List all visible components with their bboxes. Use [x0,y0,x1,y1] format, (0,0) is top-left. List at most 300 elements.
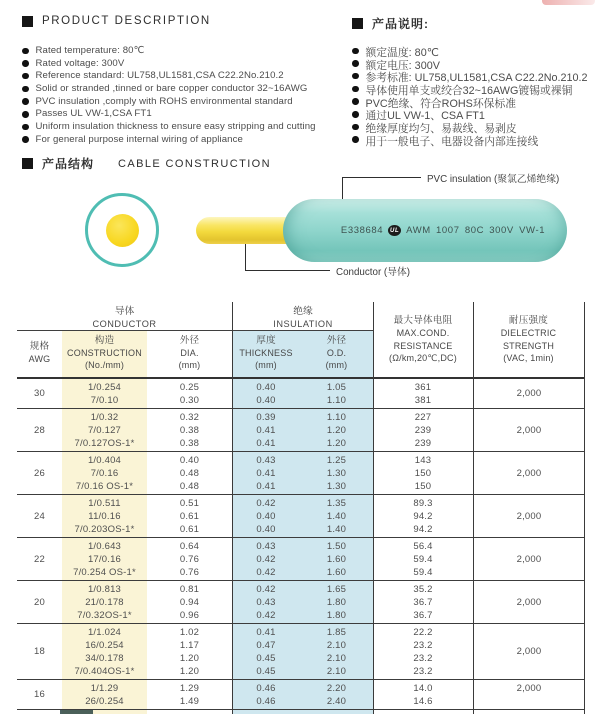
bullet-item [352,121,588,134]
bullet-text: Rated voltage: 300V [35,57,125,69]
construction-cell-value: 1/0.32 [90,411,119,423]
thickness-cell [232,497,300,536]
od-cell-value: 1.30 [326,467,347,479]
dia-cell [147,411,232,450]
construction-header-cn: 构造 [94,335,115,346]
dielectric-header-en2: STRENGTH [502,340,555,351]
dielectric-cell-value: 2,000 [516,596,542,608]
od-cell-value: 2.40 [326,695,347,707]
thickness-cell-value: 0.43 [256,540,276,552]
od-header-en: O.D. [326,348,347,358]
construction-cell-value: 1/1.024 [87,626,122,638]
product-description-list [22,45,316,147]
dia-cell-value: 0.38 [179,437,200,449]
resistance-cell-value: 89.3 [413,497,433,509]
bullet-item [352,108,588,121]
construction-cell-value: 7/0.254 OS-1* [73,566,136,578]
thickness-cell-value: 0.45 [256,665,276,677]
construction-cell-value: 1/0.643 [87,540,122,552]
product-description-cn-title: 产品说明: [372,17,429,31]
table-body [17,379,585,710]
dia-cell-value: 1.17 [179,639,200,651]
dia-cell [147,454,232,493]
thickness-header-cn: 厚度 [256,335,276,346]
resistance-header-cn: 最大导体电阻 [393,315,453,326]
awg-cell-value: 20 [34,596,45,608]
construction-cell-value: 7/0.203OS-1* [74,523,135,535]
thickness-header-en: THICKNESS [239,348,293,358]
bullet-item [352,58,588,71]
resistance-cell-value: 143 [414,454,432,466]
dia-cell-value: 1.29 [179,682,200,694]
dia-cell-value: 0.96 [179,609,200,621]
square-bullet-icon [22,16,33,27]
bullet-text: Uniform insulation thickness to ensure easy stripping and cutting [35,121,316,133]
awg-cell-value: 26 [34,467,45,479]
od-cell-value: 1.20 [326,424,347,436]
dielectric-cell [473,540,585,579]
od-cell-value: 1.30 [326,480,347,492]
od-cell-value: 2.10 [326,639,347,651]
spec-table [17,302,585,714]
awg-header-en: AWG [28,354,51,364]
cable-marking [305,225,545,236]
thickness-cell-value: 0.41 [256,424,276,436]
marking-prefix: E338684 [340,225,384,236]
circle-bullet-icon [22,73,29,80]
thickness-cell [232,540,300,579]
conductor-group-en: CONDUCTOR [92,319,157,329]
thickness-cell-value: 0.41 [256,437,276,449]
thickness-cell [232,381,300,407]
dielectric-header-unit: (VAC, 1min) [503,352,554,363]
dia-cell-value: 0.25 [179,381,200,393]
spec-row-awg-24 [17,495,585,538]
construction-cell-value: 1/0.404 [87,454,122,466]
thickness-cell-value: 0.43 [256,454,276,466]
column-header-row [17,331,585,371]
bullet-item [22,83,316,96]
leader-line [342,177,421,178]
od-cell-value: 1.65 [326,583,347,595]
od-cell-value: 1.40 [326,523,347,535]
bullet-item [22,121,316,134]
bullet-text: Rated temperature: 80℃ [35,45,145,56]
thickness-cell-value: 0.39 [256,411,276,423]
dielectric-cell [473,682,585,708]
od-cell-value: 2.20 [326,682,347,694]
awg-cell [17,497,62,536]
bullet-item [352,83,588,96]
spec-row-awg-26 [17,452,585,495]
construction-cell-value: 1/1.29 [90,682,119,694]
resistance-cell-value: 14.6 [413,695,433,707]
construction-cell-value: 7/0.127OS-1* [74,437,135,449]
resistance-cell-value: 23.2 [413,665,433,677]
insulation-group-en: INSULATION [273,319,333,329]
dia-cell-value: 0.81 [179,583,200,595]
bullet-text: 绝缘厚度均匀、易裁线、易剥皮 [365,123,517,136]
od-cell-value: 1.10 [326,411,347,423]
thickness-cell-value: 0.46 [256,682,276,694]
construction-cell-value: 1/0.511 [88,497,121,509]
product-description-cn-list [352,45,588,147]
dielectric-cell [473,454,585,493]
awg-cell [17,411,62,450]
thickness-cell-value: 0.46 [256,695,276,707]
thickness-cell-value: 0.40 [256,394,276,406]
od-cell-value: 1.10 [326,394,347,406]
construction-cell-value: 17/0.16 [87,553,122,565]
construction-title-en: CABLE CONSTRUCTION [118,157,271,170]
bullet-text: 用于一般电子、电器设备内部连接线 [365,135,539,148]
thickness-cell-value: 0.40 [256,523,276,535]
resistance-cell-value: 23.2 [413,639,433,651]
awg-cell [17,682,62,708]
bullet-item [22,134,316,147]
thickness-cell-value: 0.41 [256,626,276,638]
bullet-text: 额定电压: 300V [365,59,440,72]
circle-bullet-icon [352,111,359,118]
dielectric-cell [473,411,585,450]
dielectric-cell-value: 2,000 [516,510,542,522]
circle-bullet-icon [22,111,29,118]
resistance-header-en1: MAX.COND. [396,328,450,339]
od-cell-value: 2.10 [326,652,347,664]
bullet-item [22,70,316,83]
thickness-cell-value: 0.42 [256,609,276,621]
circle-bullet-icon [352,86,359,93]
construction-cell-value: 7/0.127 [87,424,122,436]
red-artifact [542,0,595,5]
dia-header-en: DIA. [180,348,199,358]
thickness-cell-value: 0.45 [256,652,276,664]
resistance-cell [373,454,473,493]
thickness-cell-value: 0.47 [256,639,276,651]
insulation-label: PVC insulation (聚氯乙烯绝缘) [427,174,560,185]
resistance-cell [373,381,473,407]
table-vline [473,302,474,714]
resistance-cell-value: 56.4 [413,540,433,552]
construction-cell-value: 16/0.254 [85,639,124,651]
circle-bullet-icon [352,60,359,67]
awg-cell [17,540,62,579]
construction-cell [62,583,147,622]
resistance-cell-value: 59.4 [413,566,433,578]
od-cell [300,682,373,708]
resistance-cell-value: 36.7 [413,596,433,608]
bullet-text: PVC绝缘、符合ROHS环保标准 [365,97,517,110]
resistance-cell [373,411,473,450]
resistance-cell-value: 381 [414,394,432,406]
dia-cell-value: 0.32 [179,411,200,423]
dia-cell-value: 0.61 [179,523,200,535]
construction-cell-value: 34/0.178 [85,652,124,664]
bullet-text: 导体使用单支或绞合32~16AWG镀锡或裸铜 [365,85,573,98]
circle-bullet-icon [22,124,29,131]
bullet-text: 额定温度: 80℃ [365,47,439,59]
od-cell-value: 1.50 [326,540,347,552]
product-description-cn-header [352,15,429,32]
dia-header-cn: 外径 [179,335,200,346]
dielectric-cell-value: 2,000 [516,553,542,565]
dia-cell-value: 0.30 [179,394,200,406]
construction-cell-value: 7/0.16 OS-1* [75,480,134,492]
construction-column-header [62,331,147,371]
circle-bullet-icon [22,86,29,93]
construction-cell [62,497,147,536]
dielectric-cell [473,381,585,407]
construction-cell-value: 7/0.10 [90,394,119,406]
thickness-cell-value: 0.42 [256,583,276,595]
resistance-cell-value: 150 [414,467,432,479]
od-cell [300,583,373,622]
circle-bullet-icon [352,98,359,105]
bullet-item [352,45,588,58]
construction-header-unit: (No./mm) [84,360,125,370]
thickness-cell-value: 0.40 [256,381,276,393]
od-cell-value: 1.80 [326,596,347,608]
awg-column-header [17,331,62,371]
od-cell-value: 1.35 [326,497,347,509]
bullet-item [22,96,316,109]
resistance-cell [373,583,473,622]
marking-suffix: AWM 1007 80C 300V VW-1 [406,225,546,236]
spec-row-awg-28 [17,409,585,452]
bullet-item [352,134,588,147]
construction-cell-value: 11/0.16 [88,510,121,522]
thickness-cell-value: 0.42 [256,497,276,509]
insulation-group-header [233,306,373,330]
construction-cell [62,454,147,493]
insulation-group-cn: 绝缘 [293,306,313,317]
awg-cell [17,381,62,407]
dia-header-unit: (mm) [178,360,201,370]
dielectric-cell-value: 2,000 [516,467,542,479]
resistance-cell-value: 59.4 [413,553,433,565]
od-cell-value: 1.40 [326,510,347,522]
od-cell-value: 1.85 [326,626,347,638]
bullet-text: PVC insulation ,comply with ROHS environmental standard [35,95,293,107]
dia-cell [147,540,232,579]
circle-bullet-icon [352,73,359,80]
resistance-cell-value: 22.2 [413,626,433,638]
od-cell-value: 1.60 [326,553,347,565]
dia-cell-value: 0.76 [179,553,200,565]
dia-cell-value: 0.76 [179,566,200,578]
circle-bullet-icon [22,136,29,143]
circle-bullet-icon [352,48,359,55]
conductor-core-icon [106,214,139,247]
construction-cell-value: 21/0.178 [85,596,124,608]
thickness-cell-value: 0.42 [256,566,276,578]
resistance-cell [373,540,473,579]
dia-cell [147,381,232,407]
awg-cell-value: 24 [34,510,45,522]
bullet-item [352,70,588,83]
construction-cell-value: 26/0.254 [85,695,124,707]
od-cell-value: 1.80 [326,609,347,621]
od-column-header [300,331,373,371]
bullet-text: Passes UL VW-1,CSA FT1 [35,108,152,120]
cable-construction-header [22,155,271,172]
resistance-cell [373,497,473,536]
circle-bullet-icon [352,124,359,131]
dia-cell-value: 1.20 [179,665,200,677]
header-separator [17,377,585,379]
thickness-cell-value: 0.41 [256,467,276,479]
resistance-cell-value: 36.7 [413,609,433,621]
resistance-cell-value: 94.2 [413,510,433,522]
product-description-title: PRODUCT DESCRIPTION [42,15,211,27]
dia-cell-value: 0.38 [179,424,200,436]
square-bullet-icon [352,18,363,29]
construction-cell [62,682,147,708]
awg-header-cn: 规格 [29,341,50,352]
table-vline [584,302,585,714]
od-cell-value: 2.10 [326,665,347,677]
resistance-cell-value: 35.2 [413,583,433,595]
bullet-item [22,45,316,58]
bullet-text: 参考标准: UL758,UL1581,CSA C22.2No.210.2 [365,72,588,85]
construction-cell-value: 7/0.16 [90,467,119,479]
dielectric-cell-value: 2,000 [516,646,542,657]
dia-cell-value: 0.40 [179,454,200,466]
thickness-header-unit: (mm) [255,360,277,370]
thickness-cell-value: 0.42 [256,553,276,565]
od-cell-value: 1.60 [326,566,347,578]
dia-cell [147,682,232,708]
bullet-text: Solid or stranded ,tinned or bare copper conductor 32~16AWG [35,83,308,95]
thickness-cell-value: 0.41 [256,480,276,492]
awg-cell-value: 30 [34,388,45,399]
spec-row-awg-22 [17,538,585,581]
thickness-cell [232,583,300,622]
conductor-group-header [17,306,232,330]
awg-cell [17,583,62,622]
table-vline [232,302,233,714]
leader-line [245,270,330,271]
bullet-text: For general purpose internal wiring of appliance [35,133,243,145]
circle-bullet-icon [22,60,29,67]
spec-row-awg-30 [17,379,585,409]
dielectric-cell [473,497,585,536]
dia-cell-value: 0.48 [179,467,200,479]
awg-cell-value: 18 [34,646,45,657]
dielectric-cell-value: 2,000 [516,424,542,436]
dia-column-header [147,331,232,371]
dia-cell-value: 0.61 [179,510,200,522]
dielectric-cell [473,583,585,622]
resistance-cell-value: 239 [414,437,432,449]
construction-title-cn: 产品结构 [42,157,95,171]
product-description-header [22,15,211,27]
resistance-cell-value: 227 [414,411,432,423]
thickness-column-header [232,331,300,371]
insulation-body [283,199,567,262]
od-cell [300,540,373,579]
dielectric-cell-value: 2,000 [516,388,542,399]
resistance-cell-value: 94.2 [413,523,433,535]
dia-cell-value: 1.20 [179,652,200,664]
circle-bullet-icon [22,98,29,105]
resistance-cell-value: 239 [414,424,432,436]
square-bullet-icon [22,158,33,169]
awg-cell [17,454,62,493]
dia-cell-value: 1.49 [179,695,200,707]
dielectric-header-cn: 耐压强度 [508,315,549,326]
thickness-cell-value: 0.40 [256,510,276,522]
conductor-group-cn: 导体 [114,306,135,317]
awg-cell-value: 22 [34,553,45,565]
resistance-cell-value: 14.0 [413,682,433,694]
table-vline [373,302,374,714]
thickness-cell [232,626,300,678]
dia-cell [147,583,232,622]
construction-header-en: CONSTRUCTION [67,348,142,358]
bullet-text: Reference standard: UL758,UL1581,CSA C22.2No.210.2 [35,70,284,82]
od-cell [300,454,373,493]
bullet-item [22,108,316,121]
dielectric-header-en1: DIELECTRIC [500,328,557,339]
thickness-cell [232,454,300,493]
construction-cell [62,540,147,579]
construction-cell [62,411,147,450]
cable-cross-section [85,193,159,267]
dia-cell [147,626,232,678]
resistance-cell-value: 150 [414,480,432,492]
od-cell-value: 1.05 [326,381,347,393]
od-cell [300,411,373,450]
dia-cell-value: 1.02 [179,626,200,638]
circle-bullet-icon [352,136,359,143]
resistance-cell [373,626,473,678]
od-header-cn: 外径 [326,335,347,346]
awg-cell-value: 28 [34,424,45,436]
resistance-header-unit: (Ω/km,20℃,DC) [389,352,457,363]
dia-cell-value: 0.64 [179,540,200,552]
construction-cell [62,381,147,407]
thickness-cell [232,682,300,708]
awg-cell-value: 16 [34,689,45,700]
od-cell-value: 1.25 [326,454,347,466]
construction-cell-value: 1/0.254 [87,381,122,393]
resistance-cell-value: 361 [414,381,432,393]
thickness-cell-value: 0.43 [256,596,276,608]
circle-bullet-icon [22,48,29,55]
spec-row-awg-20 [17,581,585,624]
dia-cell-value: 0.48 [179,480,200,492]
construction-cell-value: 7/0.404OS-1* [74,665,135,677]
od-cell [300,381,373,407]
resistance-cell-value: 23.2 [413,652,433,664]
od-cell [300,626,373,678]
od-header-unit: (mm) [325,360,348,370]
dielectric-cell [473,626,585,678]
awg-cell [17,626,62,678]
dia-cell-value: 0.94 [179,596,200,608]
dia-cell [147,497,232,536]
dia-cell-value: 0.51 [179,497,200,509]
bullet-item [22,58,316,71]
dielectric-cell-value: 2,000 [516,682,542,694]
od-cell-value: 1.20 [326,437,347,449]
construction-cell-value: 1/0.813 [87,583,122,595]
od-cell [300,497,373,536]
ul-logo-icon: UL [388,225,401,236]
construction-cell [62,626,147,678]
spec-row-awg-18 [17,624,585,680]
